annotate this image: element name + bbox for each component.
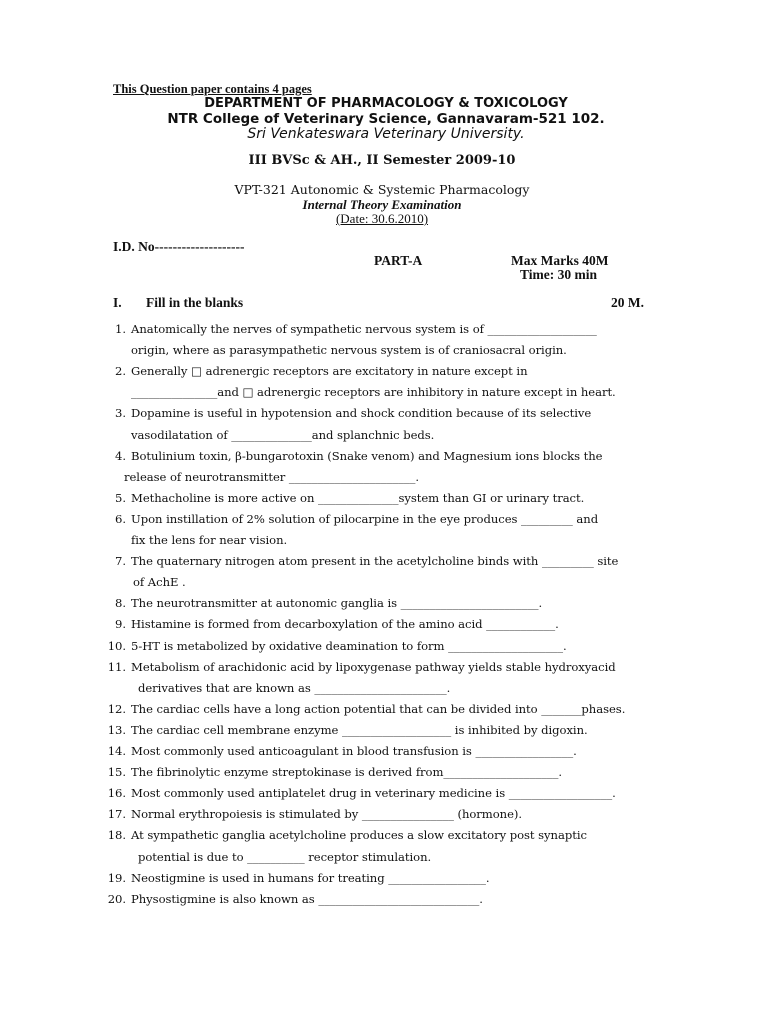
question-number: 7. <box>115 554 126 569</box>
question-text: Botulinium toxin, β-bungarotoxin (Snake venom) and Magnesium ions blocks the <box>131 448 603 463</box>
question-line <box>100 596 542 610</box>
question-text: Upon instillation of 2% solution of pilocarpine in the eye produces _________ and <box>131 511 599 526</box>
section-title: Fill in the blanks <box>146 295 244 310</box>
question-line <box>100 807 522 821</box>
exam-date: (Date: 30.6.2010) <box>335 211 429 226</box>
question-text: The neurotransmitter at autonomic ganglia is ________________________. <box>131 596 543 611</box>
question-text: Most commonly used anticoagulant in blood transfusion is _________________. <box>131 744 577 758</box>
exam-type: Internal Theory Examination <box>302 197 462 212</box>
question-number: 1. <box>115 322 126 336</box>
question-number: 20. <box>107 891 126 906</box>
max-marks: Max Marks 40M <box>511 253 609 268</box>
question-number: 12. <box>107 701 126 716</box>
question-number: 9. <box>115 617 126 632</box>
question-text: Physostigmine is also known as ____________________________. <box>131 891 483 906</box>
question-line <box>100 512 598 526</box>
question-text: The quaternary nitrogen atom present in the acetylcholine binds with _________ site <box>131 554 619 569</box>
question-line <box>100 871 490 885</box>
question-text: The fibrinolytic enzyme streptokinase is derived from____________________. <box>131 765 562 780</box>
question-continuation-line: derivatives that are known as _______________________. <box>138 680 451 695</box>
question-text: 5-HT is metabolized by oxidative deamination to form ____________________. <box>131 638 567 653</box>
question-number: 18. <box>107 828 126 843</box>
section-marks: 20 M. <box>611 295 644 310</box>
time-allowed: Time: 30 min <box>520 267 597 282</box>
question-text: The cardiac cells have a long action potential that can be divided into _______phases. <box>131 701 626 716</box>
question-text: Anatomically the nerves of sympathetic nervous system is of ___________________ <box>131 322 597 336</box>
question-line <box>100 702 625 716</box>
semester-line: III BVSc & AH., II Semester 2009-10 <box>248 153 516 168</box>
question-continuation-line: fix the lens for near vision. <box>131 533 288 547</box>
question-line <box>100 723 588 737</box>
part-label: PART-A <box>374 253 423 268</box>
question-continuation-line: potential is due to __________ receptor stimulation. <box>138 849 432 864</box>
question-number: 17. <box>107 807 126 822</box>
question-line <box>100 639 567 653</box>
section-number: I. <box>113 295 122 310</box>
pages-note: This Question paper contains 4 pages <box>113 82 312 96</box>
question-number: 2. <box>115 364 126 379</box>
question-line <box>100 449 603 463</box>
question-text: At sympathetic ganglia acetylcholine produces a slow excitatory post synaptic <box>131 828 587 843</box>
question-continuation-line: origin, where as parasympathetic nervous system is of craniosacral origin. <box>131 343 567 358</box>
question-number: 19. <box>107 870 126 885</box>
question-text: Methacholine is more active on ______________system than GI or urinary tract. <box>131 490 585 505</box>
question-number: 10. <box>107 638 126 653</box>
question-line <box>100 828 587 842</box>
question-text: Normal erythropoiesis is stimulated by ________________ (hormone). <box>131 807 523 822</box>
question-text: The cardiac cell membrane enzyme ___________________ is inhibited by digoxin. <box>131 722 588 737</box>
question-line <box>100 786 616 800</box>
question-line <box>100 617 559 631</box>
question-text: Generally □ adrenergic receptors are excitatory in nature except in <box>131 364 528 379</box>
question-continuation-line: of AchE . <box>133 575 186 590</box>
question-text: Neostigmine is used in humans for treating _________________. <box>131 870 490 885</box>
course-title: VPT-321 Autonomic & Systemic Pharmacology <box>234 182 530 197</box>
question-line <box>100 554 618 568</box>
question-text: Dopamine is useful in hypotension and shock condition because of its selective <box>131 406 592 421</box>
question-text: Histamine is formed from decarboxylation of the amino acid ____________. <box>131 617 559 632</box>
question-text: Most commonly used antiplatelet drug in veterinary medicine is __________________. <box>131 786 616 801</box>
question-number: 16. <box>107 786 126 801</box>
question-line <box>100 491 584 505</box>
question-number: 15. <box>107 765 126 780</box>
question-line <box>100 406 591 420</box>
question-line <box>100 765 562 779</box>
question-number: 5. <box>115 490 126 505</box>
question-text: Metabolism of arachidonic acid by lipoxygenase pathway yields stable hydroxyacid <box>131 659 616 674</box>
question-line <box>100 322 597 336</box>
question-number: 14. <box>107 744 126 758</box>
question-number: 8. <box>115 596 126 611</box>
department-heading: DEPARTMENT OF PHARMACOLOGY & TOXICOLOGY <box>204 96 568 111</box>
question-line <box>100 744 577 758</box>
question-number: 4. <box>115 448 126 463</box>
university-name: Sri Venkateswara Veterinary University. <box>247 126 525 142</box>
id-number-field: I.D. No-------------------- <box>113 239 245 254</box>
question-line <box>100 660 616 674</box>
question-number: 11. <box>107 659 126 674</box>
question-number: 6. <box>115 511 126 526</box>
college-name: NTR College of Veterinary Science, Gannavaram-521 102. <box>167 111 605 127</box>
question-number: 3. <box>115 406 126 421</box>
question-line <box>100 364 528 378</box>
question-continuation-line: release of neurotransmitter ______________________. <box>124 469 419 484</box>
question-continuation-line: _______________and □ adrenergic receptors are inhibitory in nature except in heart. <box>131 385 616 400</box>
question-continuation-line: vasodilatation of ______________and splanchnic beds. <box>131 427 435 442</box>
question-line <box>100 892 483 906</box>
question-number: 13. <box>107 722 126 737</box>
